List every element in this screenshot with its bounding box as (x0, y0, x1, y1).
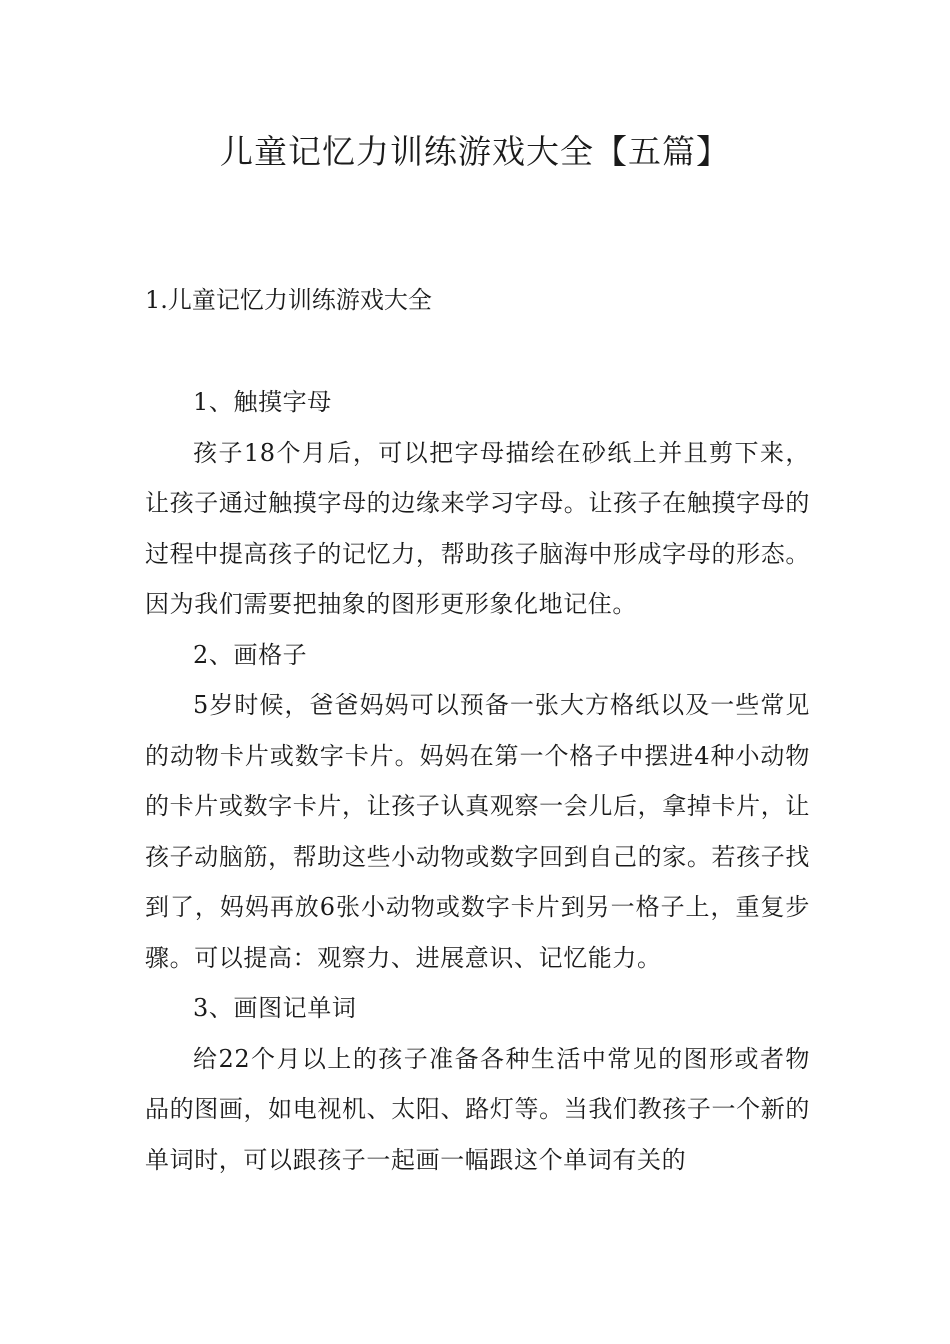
item-heading-3: 3、画图记单词 (193, 994, 357, 1022)
body-paragraph-2: 5岁时候，爸爸妈妈可以预备一张大方格纸以及一些常见的动物卡片或数字卡片。妈妈在第一个格子中摆进4种小动物的卡片或数字卡片，让孩子认真观察一会儿后，拿掉卡片，让孩子动脑筋，帮助这些小动物或数字回到自己的家。若孩子找到了，妈妈再放6张小动物或数字卡片到另一格子上，重复步骤。可以提高：观察力、进展意识、记忆能力。 (145, 691, 810, 972)
document-body (145, 377, 810, 1185)
body-paragraph-3: 给22个月以上的孩子准备各种生活中常见的图形或者物品的图画，如电视机、太阳、路灯等。当我们教孩子一个新的单词时，可以跟孩子一起画一幅跟这个单词有关的 (145, 1044, 810, 1174)
section-heading: 1.儿童记忆力训练游戏大全 (145, 286, 432, 314)
document-title: 儿童记忆力训练游戏大全【五篇】 (220, 132, 730, 171)
item-heading-2: 2、画格子 (193, 640, 308, 669)
body-paragraph-1: 孩子18个月后，可以把字母描绘在砂纸上并且剪下来，让孩子通过触摸字母的边缘来学习字母。让孩子在触摸字母的过程中提高孩子的记忆力，帮助孩子脑海中形成字母的形态。因为我们需要把抽象的图形更形象化地记住。 (145, 438, 810, 618)
item-heading-1: 1、触摸字母 (193, 388, 332, 416)
